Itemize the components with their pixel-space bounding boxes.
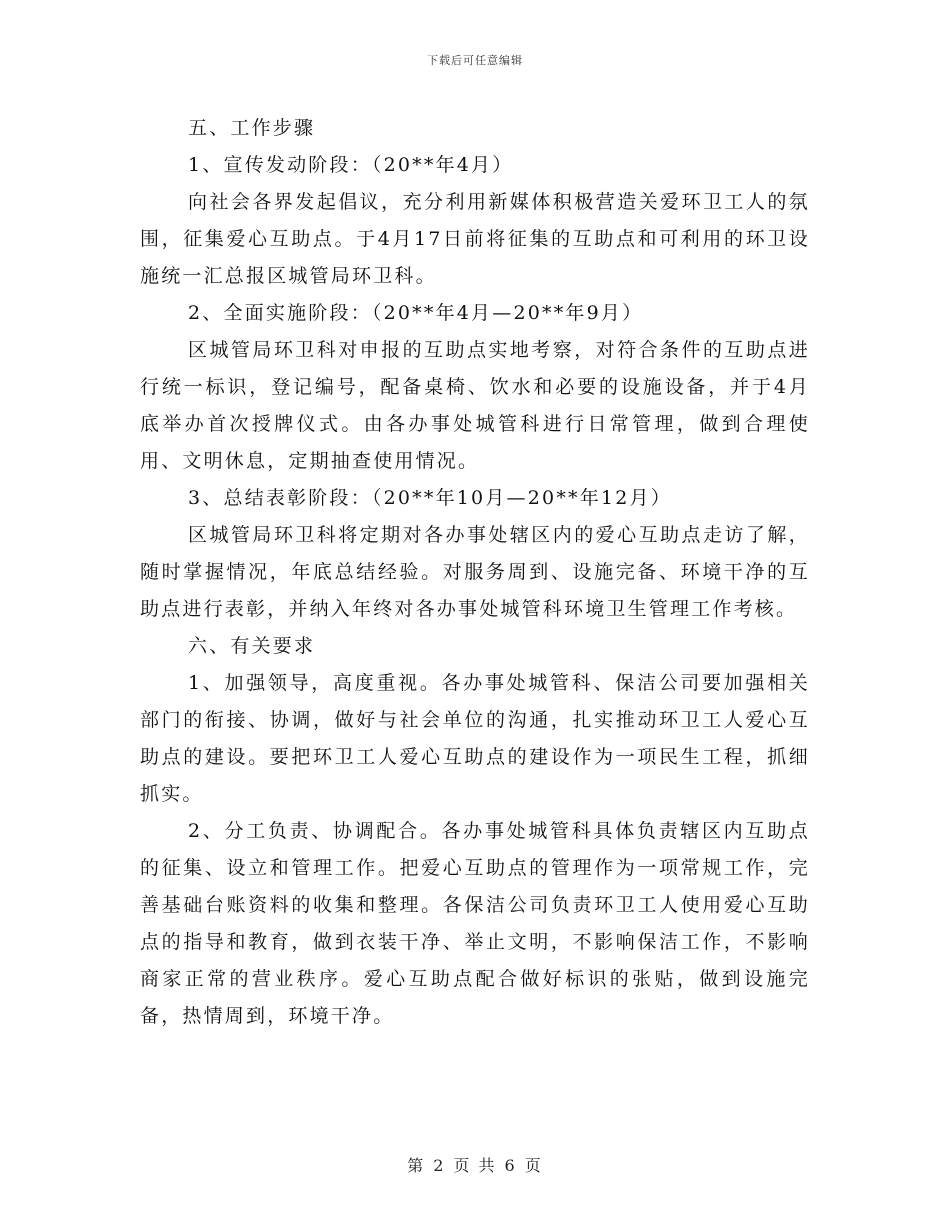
requirement-1: 1、加强领导，高度重视。各办事处城管科、保洁公司要加强相关部门的衔接、协调，做好与社会单位的沟通，扎实推动环卫工人爱心互助点的建设。要把环卫工人爱心互助点的建设作为一项民生工程，抓细抓实。 xyxy=(140,672,810,805)
step-1-body: 向社会各界发起倡议，充分利用新媒体积极营造关爱环卫工人的氛围，征集爱心互助点。于4月17日前将征集的互助点和可利用的环卫设施统一汇总报区城管局环卫科。 xyxy=(140,191,810,287)
footer-total-pages: 6 xyxy=(504,1156,517,1175)
section-heading-steps: 五、工作步骤 xyxy=(188,117,316,139)
step-2-body: 区城管局环卫科对申报的互助点实地考察，对符合条件的互助点进行统一标识，登记编号，配备桌椅、饮水和必要的设施设备，并于4月底举办首次授牌仪式。由各办事处城管科进行日常管理，做到合理使用、文明休息，定期抽查使用情况。 xyxy=(140,339,810,472)
footer-middle: 页 共 xyxy=(453,1156,497,1175)
footer-suffix: 页 xyxy=(524,1156,543,1175)
page-footer xyxy=(0,1153,950,1176)
step-3-body: 区城管局环卫科将定期对各办事处辖区内的爱心互助点走访了解，随时掌握情况，年底总结经验。对服务周到、设施完备、环境干净的互助点进行表彰，并纳入年终对各办事处城管科环境卫生管理工作考核。 xyxy=(140,524,810,620)
step-2-title: 2、全面实施阶段：（20**年4月—20**年9月） xyxy=(188,302,644,324)
step-1-title: 1、宣传发动阶段：（20**年4月） xyxy=(188,154,514,176)
document-body xyxy=(140,110,810,1035)
page-header: 下载后可任意编辑 xyxy=(427,54,523,67)
step-3-title: 3、总结表彰阶段：（20**年10月—20**年12月） xyxy=(188,487,672,509)
footer-prefix: 第 xyxy=(407,1156,426,1175)
footer-page-number: 2 xyxy=(433,1156,446,1175)
requirement-2: 2、分工负责、协调配合。各办事处城管科具体负责辖区内互助点的征集、设立和管理工作。把爱心互助点的管理作为一项常规工作，完善基础台账资料的收集和整理。各保洁公司负责环卫工人使用爱心互助点的指导和教育，做到衣装干净、举止文明，不影响保洁工作，不影响商家正常的营业秩序。爱心互助点配合做好标识的张贴，做到设施完备，热情周到，环境干净。 xyxy=(140,820,810,1027)
section-heading-requirements: 六、有关要求 xyxy=(188,635,316,657)
